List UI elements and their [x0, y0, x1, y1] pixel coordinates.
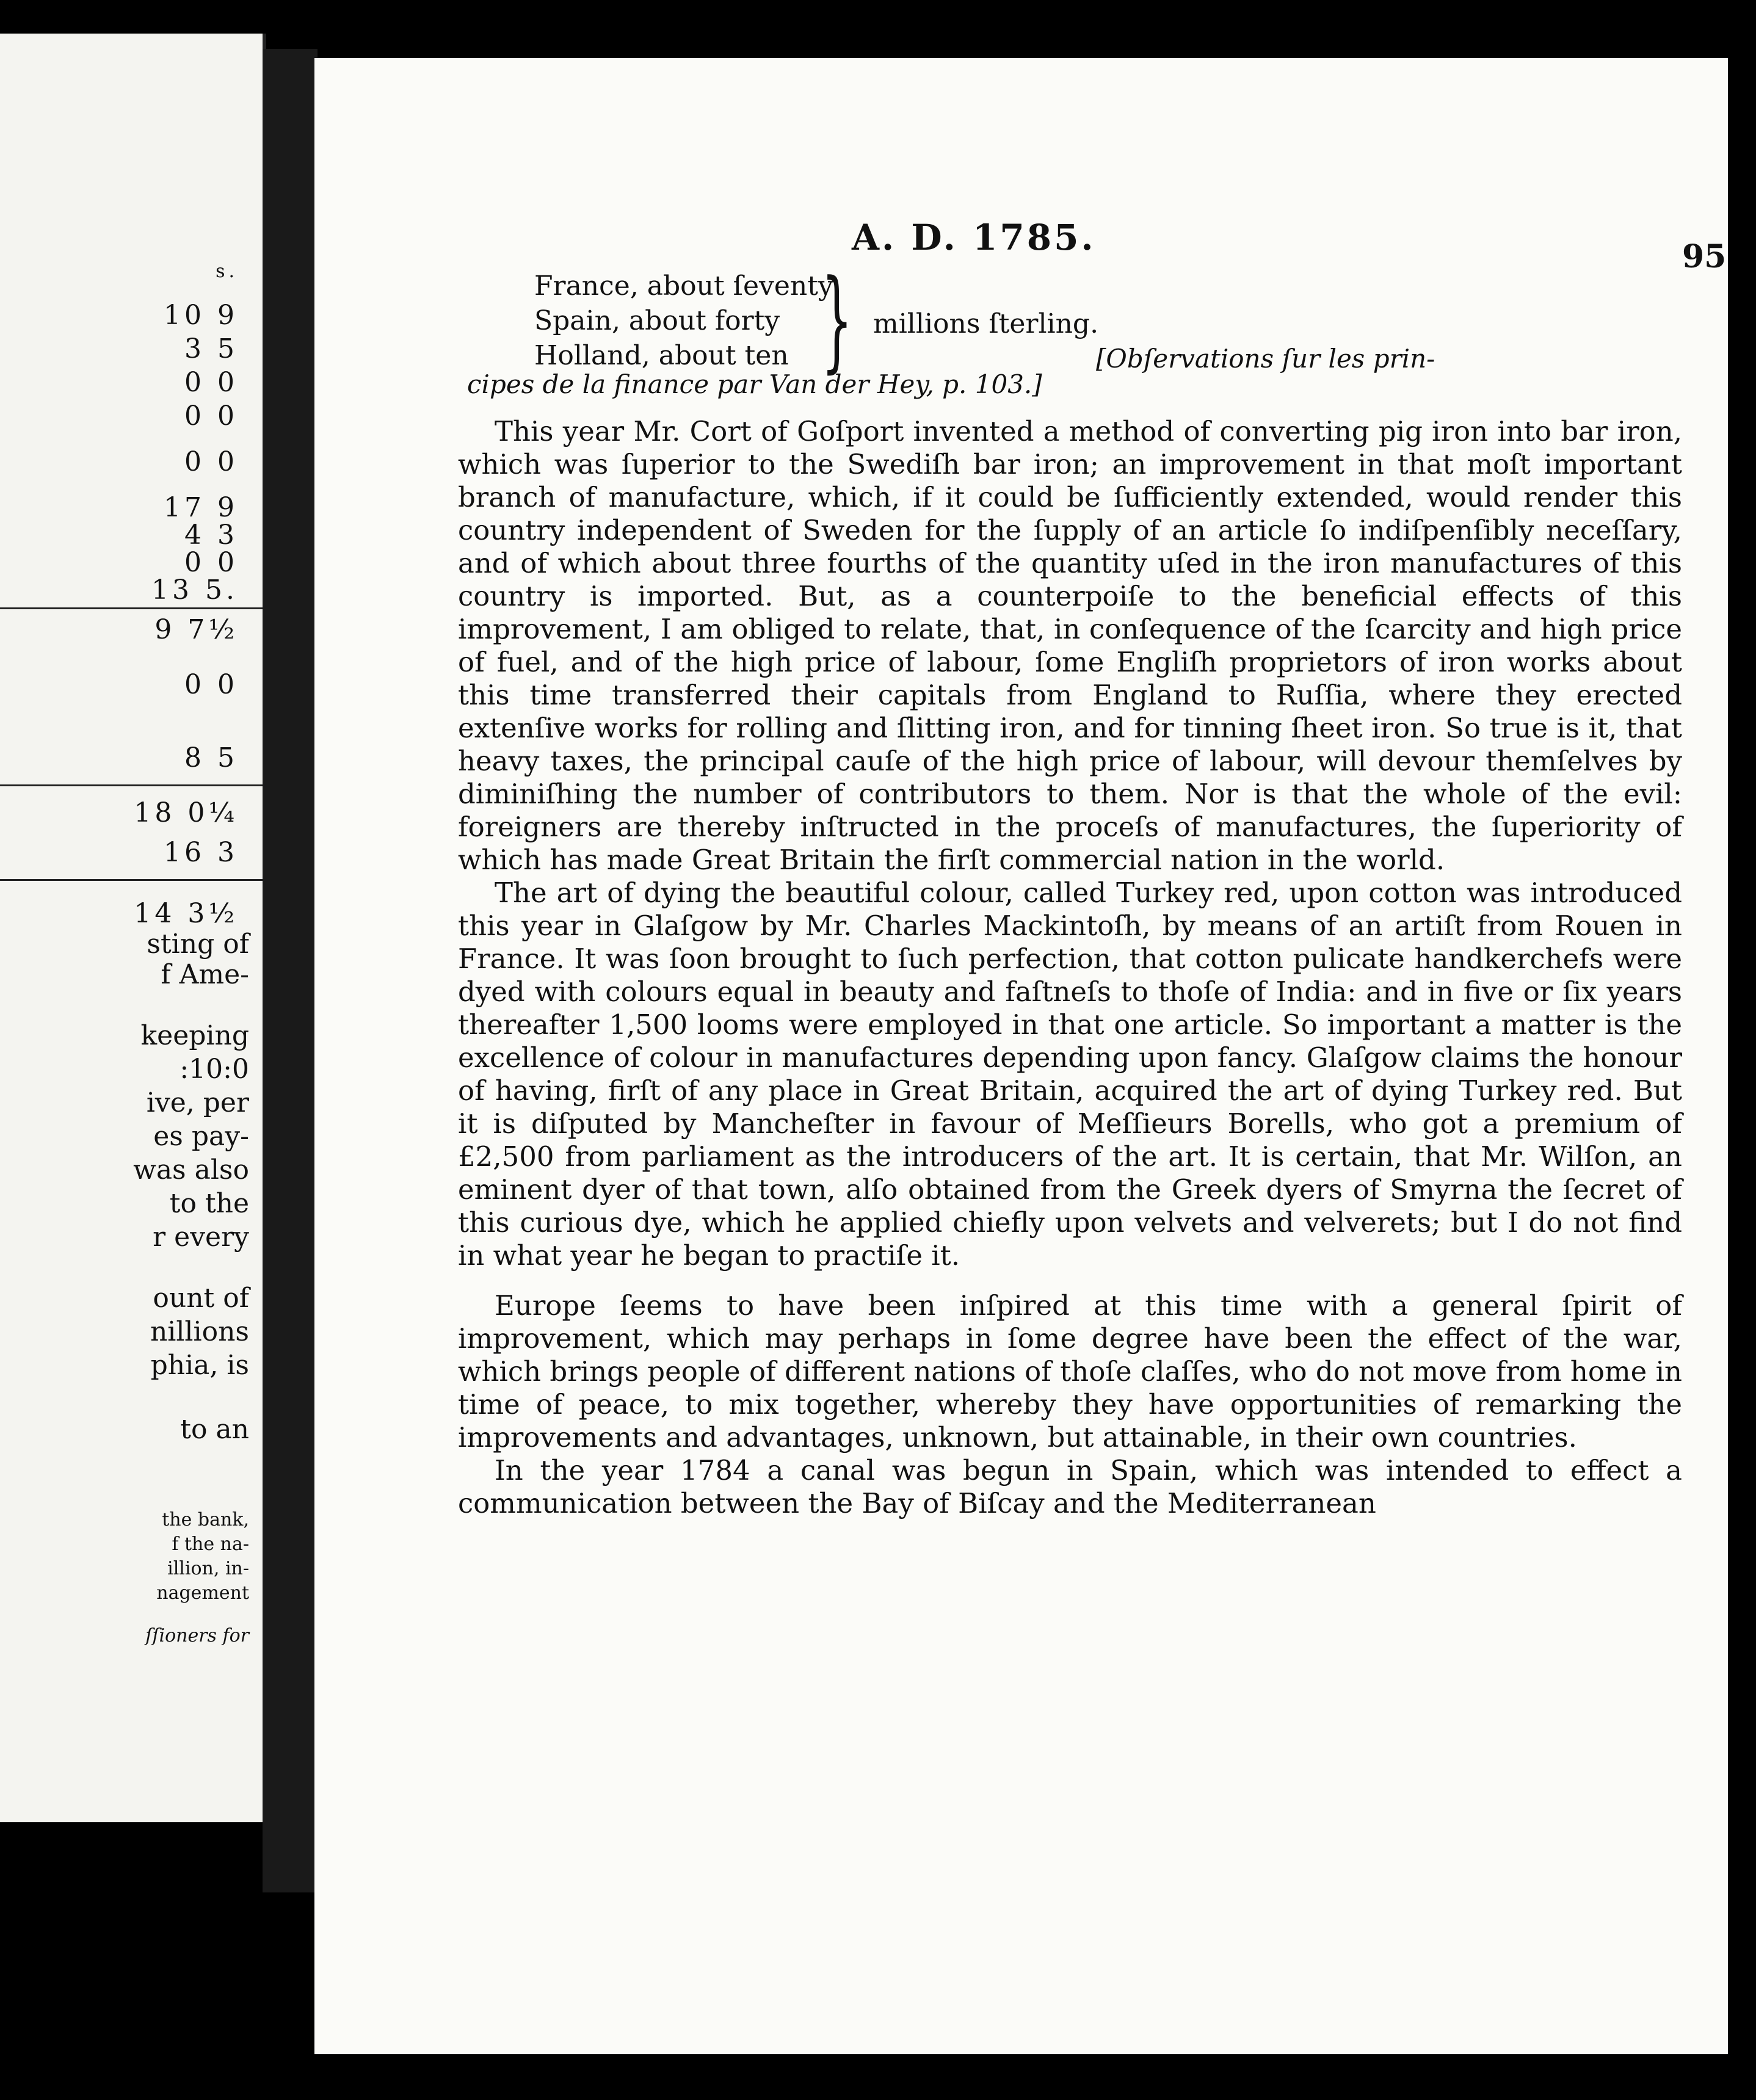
body-text — [458, 415, 1682, 1520]
running-header: A. D. 1785. — [852, 217, 1096, 258]
facing-value: 4 3 — [184, 520, 238, 551]
facing-value: 8 5 — [184, 742, 238, 773]
facing-value: 16 3 — [164, 837, 238, 868]
facing-value: 17 9 — [164, 492, 238, 523]
country-line: Spain, about forty — [534, 305, 780, 336]
facing-value: 3 5 — [184, 333, 238, 364]
facing-value: 14 3½ — [134, 898, 238, 929]
paragraph: Europe ſeems to have been inſpired at this time with a general ſpirit of improvement, which may perhaps in ſome degree have been the effect of the war, which brings people of different nations of thoſe claſſes, who do not move from home in time of peace, to mix together, whereby they have opportunities of remarking the improvements and advantages, unknown, but attainable, in their own countries. — [458, 1289, 1682, 1454]
country-list — [534, 269, 833, 373]
facing-value: 18 0¼ — [134, 797, 238, 828]
book-page — [314, 58, 1728, 2054]
facing-value: 0 0 — [184, 669, 238, 700]
country-line: Holland, about ten — [534, 340, 789, 371]
facing-value: 0 0 — [184, 547, 238, 578]
facing-rule — [0, 879, 263, 881]
facing-value: 13 5. — [151, 574, 238, 606]
facing-page — [0, 34, 266, 1822]
facing-value: 0 0 — [184, 446, 238, 477]
brace-label: millions ſterling. — [873, 308, 1099, 339]
page-number: 95 — [1682, 238, 1727, 275]
facing-page-margin-column: s. 10 9 3 5 0 0 0 0 0 0 17 9 4 3 0 0 13 5. 9 7½ 0 0 8 5 18 0¼ 16 3 14 3½ sting of f Ame- keeping :10:0 ive, per es pay- was also to the r every ount of nillions phia, is to an the bank, f the na- illion, in- nagement ſſioners for — [0, 34, 263, 1822]
grouping-brace: } — [821, 256, 853, 384]
citation-start: [Obſervations ſur les prin- — [1096, 344, 1435, 374]
country-line: France, about ſeventy — [534, 270, 833, 302]
facing-rule — [0, 784, 263, 786]
paragraph: The art of dying the beautiful colour, called Turkey red, upon cotton was introduced this year in Glaſgow by Mr. Charles Mackintoſh, by means of an artiſt from Rouen in France. It was ſoon brought to ſuch perfection, that cotton pulicate handkerchefs were dyed with colours equal in beauty and faſtneſs to thoſe of India: and in five or ſix years thereafter 1,500 looms were employed in that one article. So important a matter is the excellence of colour in manufactures depending upon fancy. Glaſgow claims the honour of having, firſt of any place in Great Britain, acquired the art of dying Turkey red. But it is diſputed by Mancheſter in favour of Meſſieurs Borells, who got a premium of £2,500 from parliament as the introducers of the art. It is certain, that Mr. Wilſon, an eminent dyer of that town, alſo obtained from the Greek dyers of Smyrna the ſecret of this curious dye, which he applied chiefly upon velvets and velverets; but I do not find in what year he began to practiſe it. — [458, 877, 1682, 1272]
facing-value: 0 0 — [184, 367, 238, 398]
facing-rule — [0, 607, 263, 609]
book-gutter — [263, 49, 317, 1892]
facing-value: 0 0 — [184, 400, 238, 432]
paragraph: This year Mr. Cort of Goſport invented a method of converting pig iron into bar iron, which was ſuperior to the Swediſh bar iron; an improvement in that moſt important branch of manufacture, which, if it could be ſufficiently extended, would render this country independent of Sweden for the ſupply of an article ſo indiſpenſibly neceſſary, and of which about three fourths of the quantity uſed in the iron manufactures of this country is imported. But, as a counterpoiſe to the beneficial effects of this improvement, I am obliged to relate, that, in conſequence of the ſcarcity and high price of fuel, and of the high price of labour, ſome Engliſh proprietors of iron works about this time transferred their capitals from England to Ruſſia, where they erected extenſive works for rolling and ſlitting iron, and for tinning ſheet iron. So true is it, that heavy taxes, the principal cauſe of the high price of labour, will devour themſelves by diminiſhing the number of contributors to them. Nor is that the whole of the evil: foreigners are thereby inſtructed in the proceſs of manufactures, the ſuperiority of which has made Great Britain the firſt commercial nation in the world. — [458, 415, 1682, 876]
facing-value: 9 7½ — [154, 614, 238, 645]
citation-end: cipes de la finance par Van der Hey, p. 103.] — [467, 369, 1042, 399]
paragraph: In the year 1784 a canal was begun in Spain, which was intended to effect a communication between the Bay of Biſcay and the Mediterranean — [458, 1454, 1682, 1519]
facing-value: 10 9 — [164, 300, 238, 331]
facing-value: s. — [216, 261, 238, 282]
